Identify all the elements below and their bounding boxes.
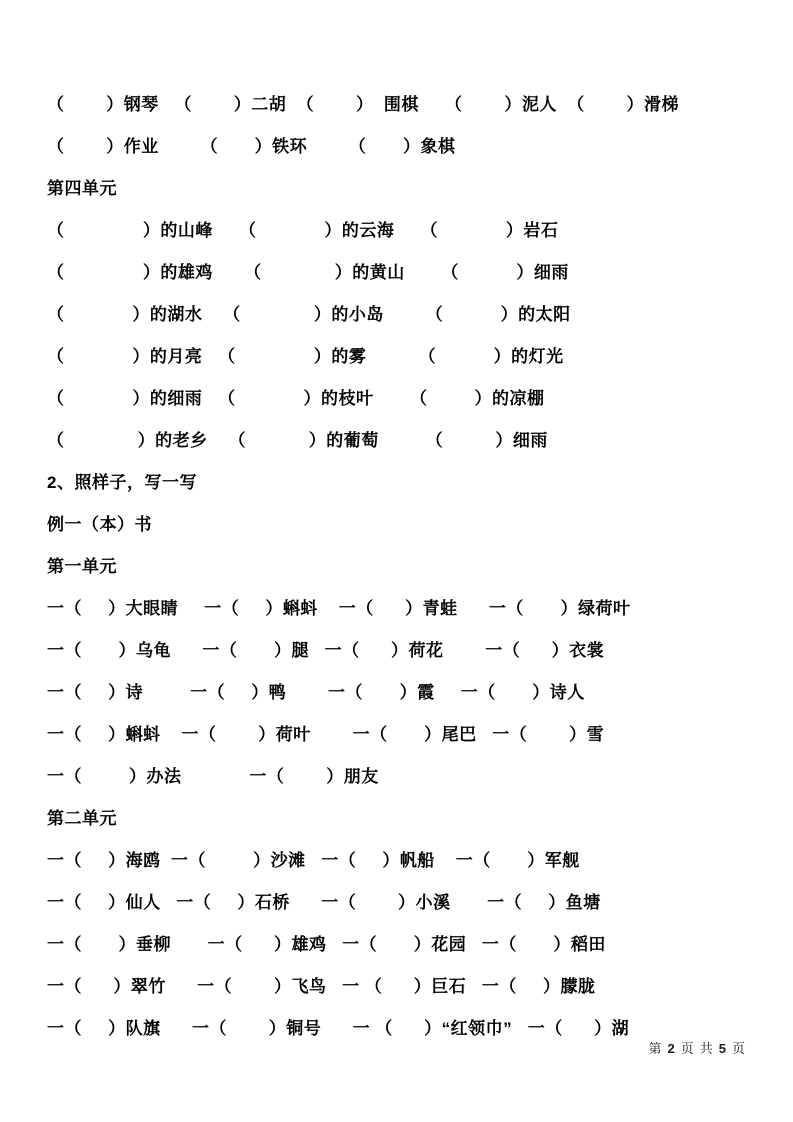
text-line: 2、照样子，写一写 [47,473,197,492]
footer-prefix-label: 第 [648,1041,662,1056]
footer-page-label: 页 [680,1041,694,1056]
text-line: （ ）的月亮 （ ）的雾 （ ）的灯光 [47,347,564,366]
text-line: 一（ ）乌龟 一（ ）腿 一（ ）荷花 一（ ）衣裳 [47,641,605,660]
text-line: 一（ ）蝌蚪 一（ ）荷叶 一（ ）尾巴 一（ ）雪 [47,725,605,744]
text-line: （ ）的老乡 （ ）的葡萄 （ ）细雨 [47,431,548,450]
total-pages-number: 5 [718,1041,726,1056]
footer-suffix-label: 页 [731,1041,745,1056]
footer-total-label: 共 [699,1041,713,1056]
document-content [47,84,755,1050]
text-line: 第一单元 [47,557,117,576]
text-line: 第四单元 [47,179,117,198]
text-line: （ ）的雄鸡 （ ）的黄山 （ ）细雨 [47,263,569,282]
text-line: （ ）钢琴 （ ）二胡 （ ） 围棋 （ ）泥人 （ ）滑梯 [47,95,680,114]
text-line: 一（ ）翠竹 一（ ）飞鸟 一 （ ）巨石 一（ ）朦胧 [47,977,596,996]
text-line: 一（ ）诗 一（ ）鸭 一（ ）霞 一（ ）诗人 [47,683,585,702]
text-line: 一（ ）大眼睛 一（ ）蝌蚪 一（ ）青蛙 一（ ）绿荷叶 [47,599,631,618]
text-line: 一（ ）办法 一（ ）朋友 [47,767,379,786]
text-line: （ ）的山峰 （ ）的云海 （ ）岩石 [47,221,559,240]
text-line: （ ）作业 （ ）铁环 （ ）象棋 [47,137,456,156]
page-footer [648,1038,745,1057]
text-line: （ ）的湖水 （ ）的小岛 （ ）的太阳 [47,305,571,324]
text-line: 一（ ）仙人 一（ ）石桥 一（ ）小溪 一（ ）鱼塘 [47,893,601,912]
text-line: 第二单元 [47,809,117,828]
text-line: 一（ ）海鸥 一（ ）沙滩 一（ ）帆船 一（ ）军舰 [47,851,580,870]
text-line: （ ）的细雨 （ ）的枝叶 （ ）的凉棚 [47,389,545,408]
text-line: 一（ ）垂柳 一（ ）雄鸡 一（ ）花园 一（ ）稻田 [47,935,606,954]
text-line: 一（ ）队旗 一（ ）铜号 一 （ ）“红领巾” 一（ ）湖 [47,1019,630,1038]
current-page-number: 2 [667,1041,675,1056]
text-line: 例一（本）书 [47,515,152,534]
